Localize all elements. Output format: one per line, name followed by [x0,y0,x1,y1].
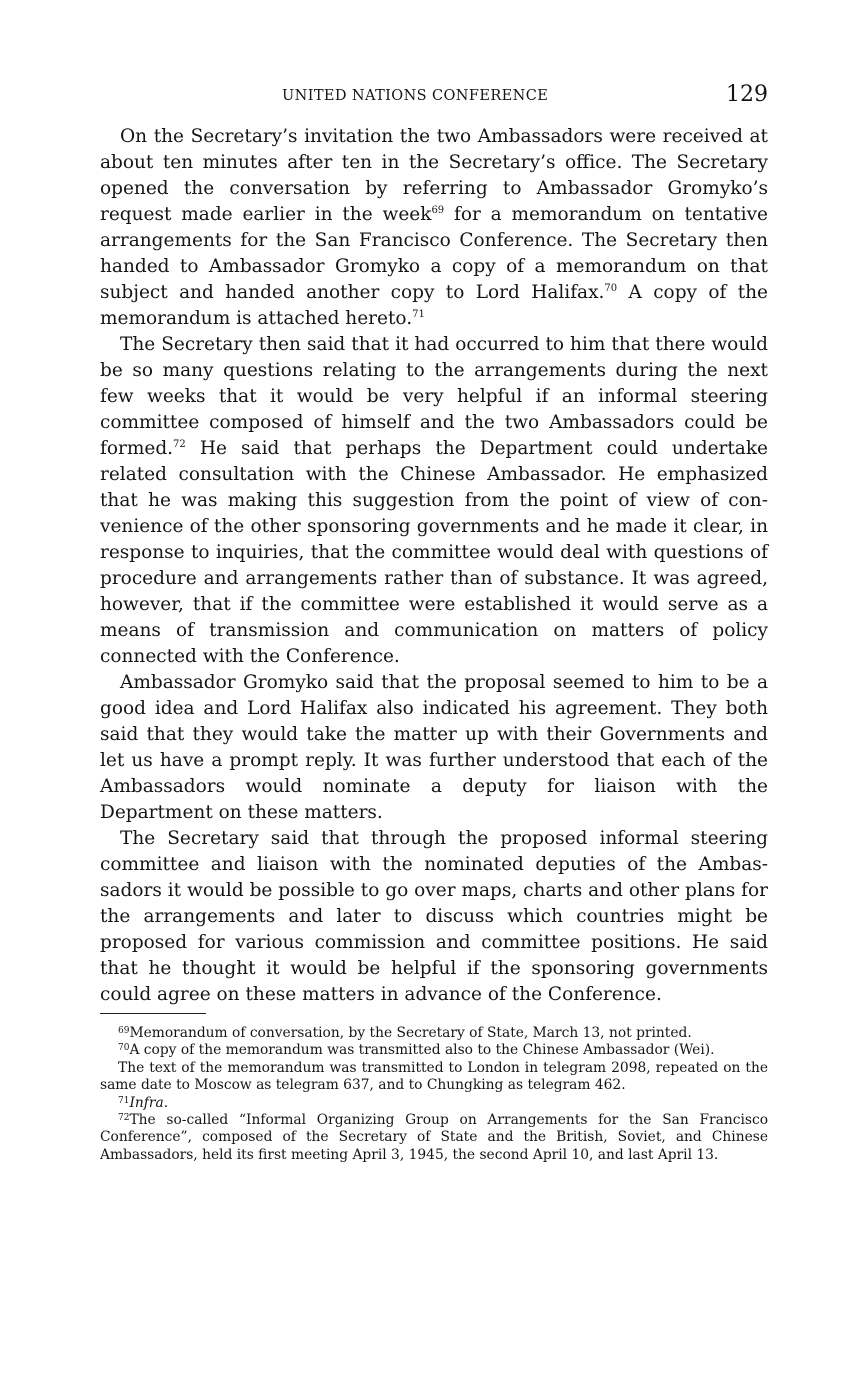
page-number: 129 [726,82,768,107]
footnote-70-text: A copy of the memorandum was transmitted also to the Chinese Ambassador (Wei). [129,1042,715,1059]
footnote-71 [100,1095,768,1112]
footnote-71-mark: 71 [118,1095,130,1106]
footnote-70 [100,1042,768,1059]
footnotes [100,1025,768,1164]
footnote-71-text: Infra. [129,1094,169,1111]
footnote-ref-70: 70 [604,283,618,294]
paragraph-4: The Secretary said that through the proposed informal steering committee and liaison with the nominated deputies of the Ambassadors it would be possible to go over maps, charts and other plans for the arrangements and later to discuss which countries might be proposed for various commission and committee positions. He said that he thought it would be helpful if the sponsoring governments could agree on these matters in advance of the Conference. [100,828,768,1005]
running-head: UNITED NATIONS CONFERENCE [282,88,549,104]
footnote-72-text: The so-called “Informal Organizing Group on Arrangements for the San Francisco Conference”, composed of the Secretary of State and the British, Soviet, and Chinese Ambassadors, held its first meeting April 3, 1945, the second April 10, and last April 13. [100,1112,768,1163]
body-text [100,124,768,1008]
paragraph-2 [100,332,768,670]
footnote-69-text: Memorandum of conversation, by the Secretary of State, March 13, not printed. [129,1025,692,1041]
footnote-divider [100,1013,206,1014]
paragraph-2-text-a: The Secretary then said that it had occurred to him that there would be so many questions relating to the arrangements during the next few weeks that it would be very helpful if an informal steering committee composed of himself and the two Ambassadors could be formed. [100,334,768,459]
footnote-72-mark: 72 [118,1113,130,1124]
paragraph-1-text-c: A copy of the memorandum is attached hereto. [100,282,768,329]
footnote-ref-71: 71 [412,309,425,320]
paragraph-3: Ambassador Gromyko said that the proposal seemed to him to be a good idea and Lord Halifax also indicated his agreement. They both said that they would take the matter up with their Governments and let us have a prompt reply. It was further understood that each of the Ambassadors would nominate a deputy for liaison with the Department on these matters. [100,672,768,823]
paragraph-1 [100,124,768,332]
footnote-ref-69: 69 [431,205,445,216]
footnote-72 [100,1112,768,1164]
paragraph-1-text-a: On the Secretary’s invitation the two Ambassadors were received at about ten minutes after ten in the Secretary’s office. The Secretary opened the conversation by referring to Ambassador Gromyko’s request made earlier in the week [100,126,768,225]
footnote-70-continued: The text of the memorandum was transmitted to London in telegram 2098, repeated on the same date to Moscow as telegram 637, and to Chungking as telegram 462. [100,1059,768,1094]
footnote-ref-72: 72 [173,439,186,450]
paragraph-1-text-b: for a memorandum on tentative arrangements for the San Francisco Conference. The Secretary then handed to Ambassador Gromyko a copy of a memorandum on that subject and handed another copy to Lord Halifax. [100,204,768,303]
footnote-69-mark: 69 [118,1026,130,1036]
paragraph-2-text-b: He said that perhaps the Department could undertake related consultation with the Chinese Ambassador. He emphasized that he was making this suggestion from the point of view of convenience of the other sponsoring governments and he made it clear, in response to inquiries, that the committee would deal with questions of procedure and arrangements rather than of substance. It was agreed, however, that if the committee were established it would serve as a means of transmission and communication on matters of policy connected with the Conference. [100,438,768,667]
footnote-69 [100,1025,768,1042]
footnote-70-mark: 70 [118,1043,130,1054]
page-header [100,82,768,112]
